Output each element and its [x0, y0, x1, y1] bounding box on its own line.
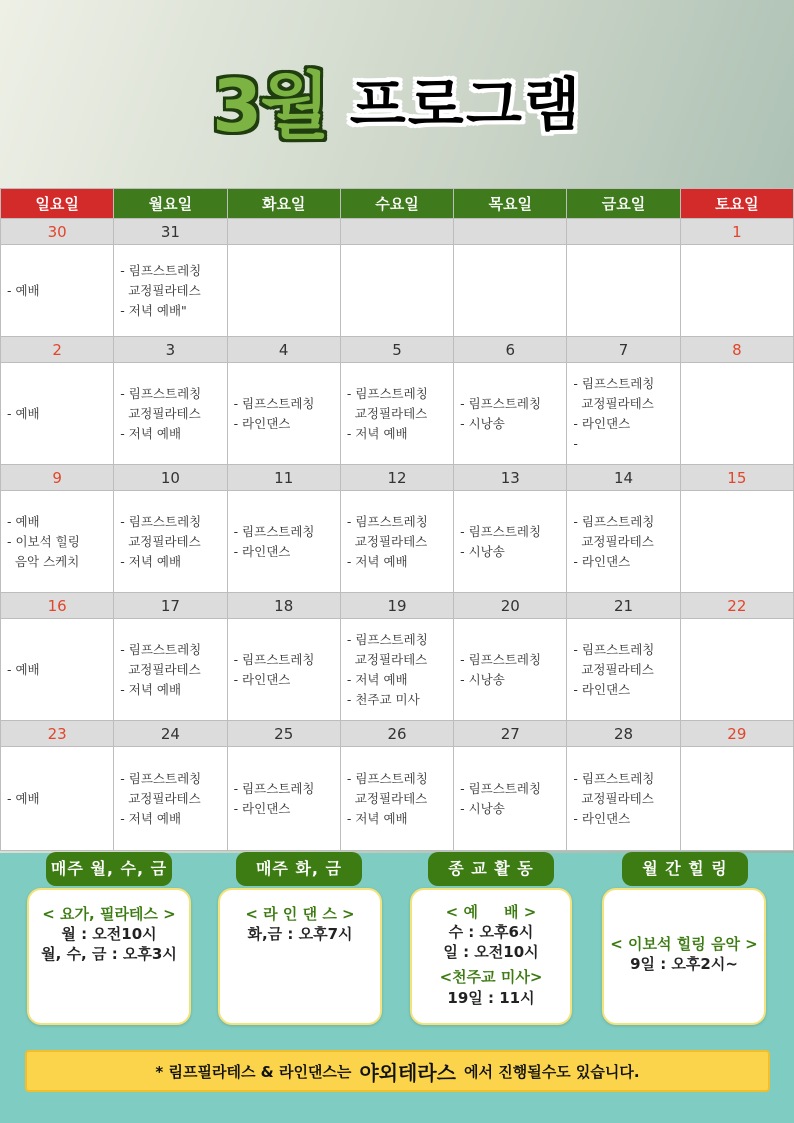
- title-program: 프로그램: [349, 71, 582, 139]
- date-cell: [454, 219, 567, 245]
- activity-cell: [340, 245, 453, 337]
- activity-item: 음악 스케치: [7, 553, 80, 569]
- activity-item: - 림프스트레칭: [233, 780, 315, 796]
- activity-item: - 림프스트레칭: [233, 523, 315, 539]
- date-cell: 31: [114, 219, 227, 245]
- activity-row: [1, 245, 794, 337]
- date-cell: 16: [1, 593, 114, 619]
- activity-item: - 림프스트레칭: [120, 770, 202, 786]
- activity-row: [1, 491, 794, 593]
- weekday-tue: 화요일: [227, 189, 340, 219]
- activity-item: - 림프스트레칭: [460, 780, 542, 796]
- activity-item: 교정필라테스: [573, 395, 654, 411]
- activity-cell: [114, 491, 227, 593]
- activity-cell: [1, 747, 114, 851]
- card-line: < 라 인 댄 스 >: [245, 905, 355, 923]
- activity-item: - 림프스트레칭: [120, 641, 202, 657]
- date-cell: [340, 219, 453, 245]
- date-cell: [227, 219, 340, 245]
- activity-cell: [114, 363, 227, 465]
- activity-item: - 림프스트레칭: [346, 385, 428, 401]
- date-cell: 17: [114, 593, 227, 619]
- card-label: 월 간 힐 링: [622, 852, 748, 886]
- activity-cell: [1, 245, 114, 337]
- activity-item: - 저녁 예배: [120, 425, 182, 441]
- activity-cell: [680, 747, 793, 851]
- activity-item: 교정필라테스: [346, 405, 428, 421]
- activity-cell: [114, 245, 227, 337]
- card-line-dance: [218, 888, 382, 1025]
- activity-row: [1, 363, 794, 465]
- card-line: 일 : 오전10시: [443, 943, 539, 961]
- activity-cell: [340, 619, 453, 721]
- date-cell: 29: [680, 721, 793, 747]
- activity-item: - 시낭송: [460, 415, 505, 431]
- activity-cell: [567, 747, 680, 851]
- weekday-wed: 수요일: [340, 189, 453, 219]
- date-cell: 30: [1, 219, 114, 245]
- activity-item: - 이보석 힐링: [7, 533, 80, 549]
- activity-item: - 림프스트레칭: [573, 641, 655, 657]
- activity-item: - 림프스트레칭: [346, 513, 428, 529]
- activity-item: - 림프스트레칭: [233, 395, 315, 411]
- date-cell: 6: [454, 337, 567, 363]
- date-cell: 27: [454, 721, 567, 747]
- activity-item: - 저녁 예배: [120, 553, 182, 569]
- date-cell: 5: [340, 337, 453, 363]
- activity-item: - 저녁 예배: [346, 810, 408, 826]
- title-month: 3월: [212, 64, 328, 148]
- activity-item: 교정필라테스: [573, 790, 654, 806]
- activity-item: - 림프스트레칭: [233, 651, 315, 667]
- weekday-sun: 일요일: [1, 189, 114, 219]
- activity-item: - 저녁 예배: [120, 810, 182, 826]
- weekday-sat: 토요일: [680, 189, 793, 219]
- activity-cell: [567, 245, 680, 337]
- activity-item: - 라인댄스: [573, 553, 631, 569]
- activity-item: - 시낭송: [460, 671, 505, 687]
- activity-cell: [227, 491, 340, 593]
- activity-cell: [680, 619, 793, 721]
- activity-cell: [454, 363, 567, 465]
- activity-cell: [1, 619, 114, 721]
- card-label: 매주 화, 금: [236, 852, 362, 886]
- activity-cell: [227, 747, 340, 851]
- date-cell: 14: [567, 465, 680, 491]
- activity-item: - 림프스트레칭: [346, 770, 428, 786]
- card-line: 수 : 오후6시: [448, 923, 534, 941]
- activity-item: - 예배: [7, 282, 40, 298]
- activity-cell: [454, 245, 567, 337]
- activity-item: 교정필라테스: [120, 533, 201, 549]
- date-cell: 26: [340, 721, 453, 747]
- date-cell: 10: [114, 465, 227, 491]
- card-line: <천주교 미사>: [439, 968, 543, 986]
- notice-banner: [25, 1050, 770, 1092]
- activity-cell: [227, 619, 340, 721]
- date-cell: 23: [1, 721, 114, 747]
- activity-item: - 라인댄스: [573, 415, 631, 431]
- activity-cell: [567, 619, 680, 721]
- activity-item: - 라인댄스: [233, 543, 291, 559]
- date-cell: 9: [1, 465, 114, 491]
- activity-item: 교정필라테스: [346, 790, 428, 806]
- activity-cell: [454, 491, 567, 593]
- activity-item: 교정필라테스: [120, 661, 201, 677]
- date-cell: 25: [227, 721, 340, 747]
- activity-item: - 림프스트레칭: [573, 513, 655, 529]
- activity-cell: [567, 363, 680, 465]
- activity-cell: [680, 245, 793, 337]
- card-line: 19일 : 11시: [447, 989, 535, 1007]
- activity-item: - 예배: [7, 661, 40, 677]
- activity-item: - 예배: [7, 513, 40, 529]
- card-line: 9일 : 오후2시~: [630, 955, 738, 973]
- date-cell: 11: [227, 465, 340, 491]
- date-cell: 24: [114, 721, 227, 747]
- activity-item: - 저녁 예배: [346, 425, 408, 441]
- activity-cell: [340, 363, 453, 465]
- weekday-fri: 금요일: [567, 189, 680, 219]
- card-label: 매주 월, 수, 금: [46, 852, 172, 886]
- activity-item: - 저녁 예배: [120, 681, 182, 697]
- activity-item: - 림프스트레칭: [120, 513, 202, 529]
- notice-prefix: * 림프필라테스 & 라인댄스는: [155, 1062, 352, 1081]
- date-cell: 21: [567, 593, 680, 619]
- weekday-header-row: [1, 189, 794, 219]
- activity-row: [1, 747, 794, 851]
- date-cell: 15: [680, 465, 793, 491]
- activity-cell: [680, 363, 793, 465]
- activity-item: 교정필라테스: [120, 790, 201, 806]
- page-title: [0, 55, 794, 148]
- activity-cell: [227, 245, 340, 337]
- activity-item: - 라인댄스: [573, 681, 631, 697]
- activity-item: - 림프스트레칭: [120, 262, 202, 278]
- activity-item: 교정필라테스: [346, 533, 428, 549]
- activity-item: - 림프스트레칭: [460, 523, 542, 539]
- weekday-mon: 월요일: [114, 189, 227, 219]
- card-line: < 요가, 필라테스 >: [42, 905, 176, 923]
- card-line: 월 : 오전10시: [61, 925, 157, 943]
- activity-item: - 림프스트레칭: [346, 631, 428, 647]
- activity-cell: [1, 363, 114, 465]
- date-cell: 28: [567, 721, 680, 747]
- card-monthly-healing: [602, 888, 766, 1025]
- activity-item: - 저녁 예배": [120, 302, 187, 318]
- date-cell: 22: [680, 593, 793, 619]
- card-line: 화,금 : 오후7시: [247, 925, 353, 943]
- card-line: < 이보석 힐링 음악 >: [610, 935, 758, 953]
- activity-item: - 라인댄스: [233, 800, 291, 816]
- date-cell: 12: [340, 465, 453, 491]
- date-cell: 8: [680, 337, 793, 363]
- activity-item: - 림프스트레칭: [573, 375, 655, 391]
- activity-item: - 저녁 예배: [346, 553, 408, 569]
- activity-row: [1, 619, 794, 721]
- card-yoga-pilates: [27, 888, 191, 1025]
- date-cell: 7: [567, 337, 680, 363]
- activity-cell: [567, 491, 680, 593]
- notice-suffix: 에서 진행될수도 있습니다.: [464, 1062, 640, 1081]
- date-row: [1, 465, 794, 491]
- calendar-table: [0, 188, 794, 851]
- date-cell: 1: [680, 219, 793, 245]
- activity-item: 교정필라테스: [120, 282, 201, 298]
- activity-cell: [114, 619, 227, 721]
- activity-item: -: [573, 435, 578, 451]
- card-label: 종 교 활 동: [428, 852, 554, 886]
- activity-cell: [454, 747, 567, 851]
- card-line: 월, 수, 금 : 오후3시: [41, 945, 177, 963]
- activity-item: - 림프스트레칭: [460, 651, 542, 667]
- activity-item: - 라인댄스: [233, 671, 291, 687]
- activity-item: 교정필라테스: [573, 661, 654, 677]
- activity-cell: [1, 491, 114, 593]
- card-line: < 예 배 >: [445, 903, 537, 921]
- date-row: [1, 337, 794, 363]
- activity-item: - 저녁 예배: [346, 671, 408, 687]
- activity-item: - 라인댄스: [573, 810, 631, 826]
- date-cell: 3: [114, 337, 227, 363]
- activity-item: 교정필라테스: [120, 405, 201, 421]
- date-row: [1, 219, 794, 245]
- activity-item: - 예배: [7, 790, 40, 806]
- activity-item: - 시낭송: [460, 800, 505, 816]
- date-cell: 20: [454, 593, 567, 619]
- date-row: [1, 593, 794, 619]
- activity-item: - 림프스트레칭: [120, 385, 202, 401]
- date-row: [1, 721, 794, 747]
- activity-cell: [340, 747, 453, 851]
- date-cell: 13: [454, 465, 567, 491]
- activity-cell: [227, 363, 340, 465]
- card-religious: [410, 888, 572, 1025]
- activity-cell: [454, 619, 567, 721]
- weekday-thu: 목요일: [454, 189, 567, 219]
- activity-cell: [340, 491, 453, 593]
- date-cell: 2: [1, 337, 114, 363]
- activity-item: 교정필라테스: [573, 533, 654, 549]
- date-cell: [567, 219, 680, 245]
- activity-item: 교정필라테스: [346, 651, 428, 667]
- notice-place: 야외테라스: [359, 1060, 457, 1085]
- date-cell: 19: [340, 593, 453, 619]
- activity-item: - 라인댄스: [233, 415, 291, 431]
- activity-cell: [114, 747, 227, 851]
- activity-cell: [680, 491, 793, 593]
- activity-item: - 예배: [7, 405, 40, 421]
- activity-item: - 림프스트레칭: [460, 395, 542, 411]
- activity-item: - 천주교 미사: [346, 691, 420, 707]
- activity-item: - 림프스트레칭: [573, 770, 655, 786]
- date-cell: 18: [227, 593, 340, 619]
- date-cell: 4: [227, 337, 340, 363]
- activity-item: - 시낭송: [460, 543, 505, 559]
